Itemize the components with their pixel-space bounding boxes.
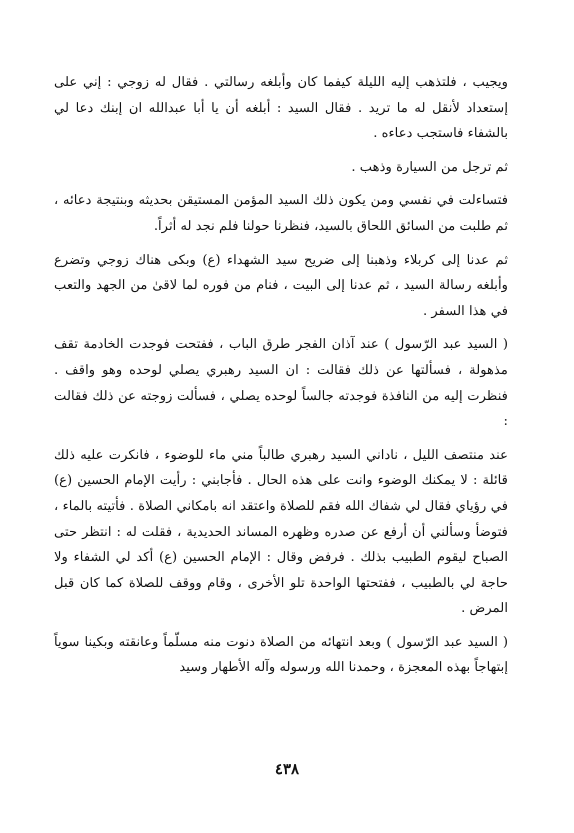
paragraph-5: ( السيد عبد الرّسول ) عند آذان الفجر طرق الباب ، ففتحت فوجدت الخادمة تقف مذهولة ، فسألتها عن ذلك فقالت : ان السيد رهبري يصلي لوحده وهو واقف . فنظرت إليه من النافذة فوجدته جالساً لوحده يصلي ، فسألت زوجته عن ذلك فقالت : — [54, 337, 508, 430]
page-number: ٤٣٨ — [274, 760, 300, 778]
paragraph-6: عند منتصف الليل ، ناداني السيد رهبري طالباً مني ماء للوضوء ، فانكرت عليه ذلك قائلة : لا يمكنك الوضوء وانت على هذه الحال . فأجابني : رأيت الإمام الحسين (ع) في رؤياي فقال لي شفاك الله فقم للصلاة واعتقد انه بامكاني الصلاة . فأتيته بالماء ، فتوضأ وسألني أن أرفع عن صدره وظهره المساند الحديدية ، فقلت له : انتظر حتى الصباح ليقوم الطبيب بذلك . فرفض وقال : الإمام الحسين (ع) أكد لي الشفاء ولا حاجة لي بالطبيب ، ففتحتها الواحدة تلو الأخرى ، وقام ووقف للصلاة كما كان قبل المرض . — [54, 447, 508, 617]
paragraph-2: ثم ترجل من السيارة وذهب . — [351, 159, 508, 175]
paragraph-4: ثم عدنا إلى كربلاء وذهبنا إلى ضريح سيد الشهداء (ع) وبكى هناك زوجي وتضرع وأبلغه رسالة السيد ، ثم عدنا إلى البيت ، فنام من فوره لما لاقىٰ من الجهد والتعب في هذا السفر . — [54, 252, 508, 319]
paragraph-7: ( السيد عبد الرّسول ) وبعد انتهائه من الصلاة دنوت منه مسلّماً وعانقته وبكينا سوياً إبتهاجاً بهذه المعجزة ، وحمدنا الله ورسوله وآله الأطهار وسيد — [54, 634, 508, 676]
paragraph-3: فتساءلت في نفسي ومن يكون ذلك السيد المؤمن المستيقن بحديثه وبنتيجة دعائه ، ثم طلبت من السائق اللحاق بالسيد، فنظرنا حولنا فلم نجد له أثراً. — [54, 193, 508, 234]
paragraph-1: ويجيب ، فلتذهب إليه الليلة كيفما كان وأبلغه رسالتي . فقال له زوجي : إني على إستعداد لأنقل له ما تريد . فقال السيد : أبلغه أن يا أبا عبدالله ان إبنك دعا لي بالشفاء فاستجب دعاءه . — [54, 75, 508, 142]
